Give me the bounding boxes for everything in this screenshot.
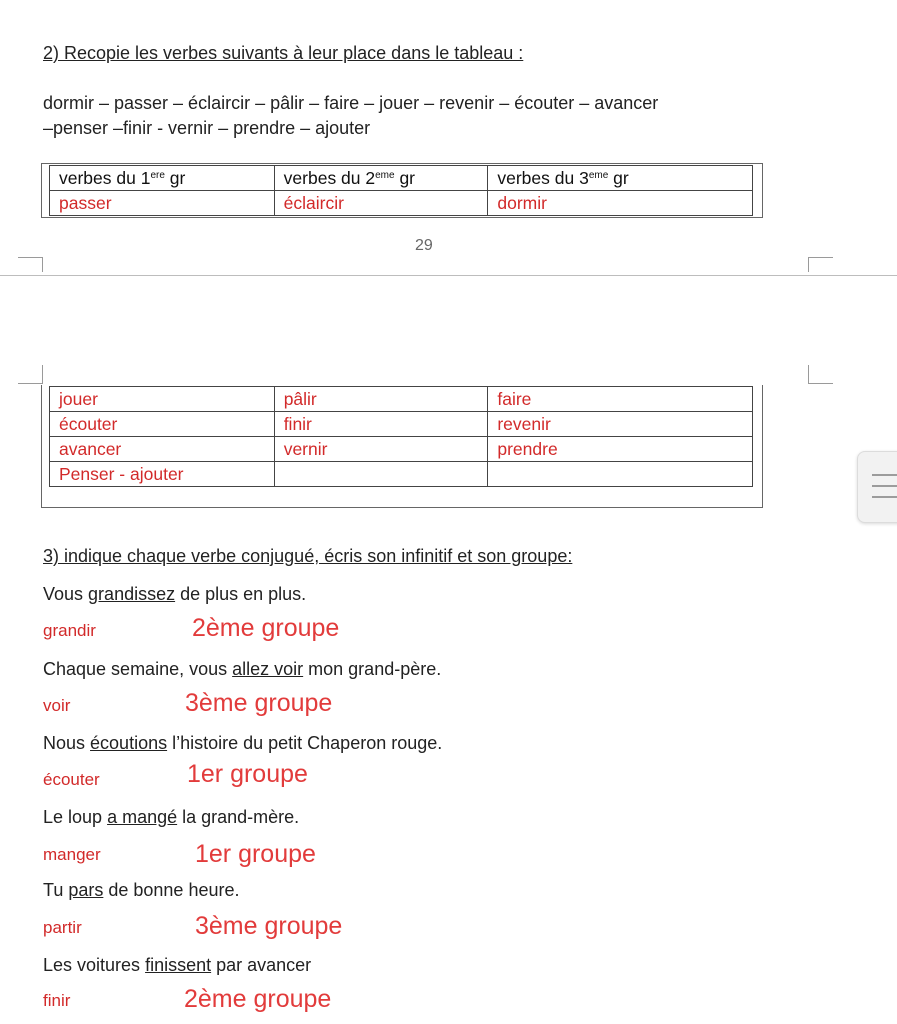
conjugated-verb: a mangé xyxy=(107,807,178,827)
conjugated-verb: allez voir xyxy=(232,659,304,679)
group-answer: 3ème groupe xyxy=(185,689,333,717)
conjugated-verb: écoutions xyxy=(90,733,168,753)
page-corner-mark xyxy=(18,365,43,384)
group-answer: 3ème groupe xyxy=(195,912,343,940)
infinitive-answer: grandir xyxy=(43,621,96,640)
sentence: Chaque semaine, vous allez voir mon grand-père. xyxy=(43,659,442,679)
infinitive-answer: manger xyxy=(43,845,101,864)
infinitive-answer: voir xyxy=(43,696,71,715)
table-row xyxy=(50,191,753,216)
table-cell: passer xyxy=(50,191,275,216)
table-cell: dormir xyxy=(488,191,753,216)
verb-table-page-2 xyxy=(49,386,753,487)
table-cell: avancer xyxy=(50,437,275,462)
verb-table-page-1 xyxy=(49,165,753,216)
exercise-3-title: 3) indique chaque verbe conjugué, écris son infinitif et son groupe: xyxy=(43,546,573,566)
header-first-group: verbes du 1ere gr xyxy=(50,166,275,191)
table-row xyxy=(50,462,753,487)
table-cell: jouer xyxy=(50,387,275,412)
verb-list-line-1: dormir – passer – éclaircir – pâlir – faire – jouer – revenir – écouter – avancer xyxy=(43,93,659,113)
sentence: Le loup a mangé la grand-mère. xyxy=(43,807,300,827)
page-corner-mark xyxy=(18,257,43,272)
conjugated-verb: pars xyxy=(68,880,104,900)
table-cell xyxy=(488,462,753,487)
table-cell: vernir xyxy=(274,437,488,462)
table-row xyxy=(50,412,753,437)
group-answer: 1er groupe xyxy=(195,840,316,868)
table-cell xyxy=(274,462,488,487)
table-cell: faire xyxy=(488,387,753,412)
table-cell: Penser - ajouter xyxy=(50,462,275,487)
side-menu-button[interactable] xyxy=(857,451,897,523)
header-third-group: verbes du 3eme gr xyxy=(488,166,753,191)
group-answer: 1er groupe xyxy=(187,760,308,788)
table-cell: écouter xyxy=(50,412,275,437)
page-number: 29 xyxy=(415,237,433,254)
group-answer: 2ème groupe xyxy=(184,985,332,1013)
verb-list-line-2: –penser –finir - vernir – prendre – ajouter xyxy=(43,118,371,138)
conjugated-verb: finissent xyxy=(145,955,212,975)
infinitive-answer: partir xyxy=(43,918,82,937)
sentence: Les voitures finissent par avancer xyxy=(43,955,312,975)
table-row xyxy=(50,387,753,412)
sentence: Vous grandissez de plus en plus. xyxy=(43,584,307,604)
page-corner-mark xyxy=(808,365,833,384)
infinitive-answer: finir xyxy=(43,991,71,1010)
table-cell: revenir xyxy=(488,412,753,437)
table-cell: éclaircir xyxy=(274,191,488,216)
table-cell: finir xyxy=(274,412,488,437)
sentence: Nous écoutions l’histoire du petit Chaperon rouge. xyxy=(43,733,443,753)
table-header-row xyxy=(50,166,753,191)
table-cell: prendre xyxy=(488,437,753,462)
conjugated-verb: grandissez xyxy=(88,584,176,604)
table-cell: pâlir xyxy=(274,387,488,412)
infinitive-answer: écouter xyxy=(43,770,100,789)
page-corner-mark xyxy=(808,257,833,272)
sentence: Tu pars de bonne heure. xyxy=(43,880,240,900)
table-row xyxy=(50,437,753,462)
header-second-group: verbes du 2eme gr xyxy=(274,166,488,191)
page-separator xyxy=(0,275,897,276)
exercise-2-title: 2) Recopie les verbes suivants à leur place dans le tableau : xyxy=(43,43,524,63)
group-answer: 2ème groupe xyxy=(192,614,340,642)
